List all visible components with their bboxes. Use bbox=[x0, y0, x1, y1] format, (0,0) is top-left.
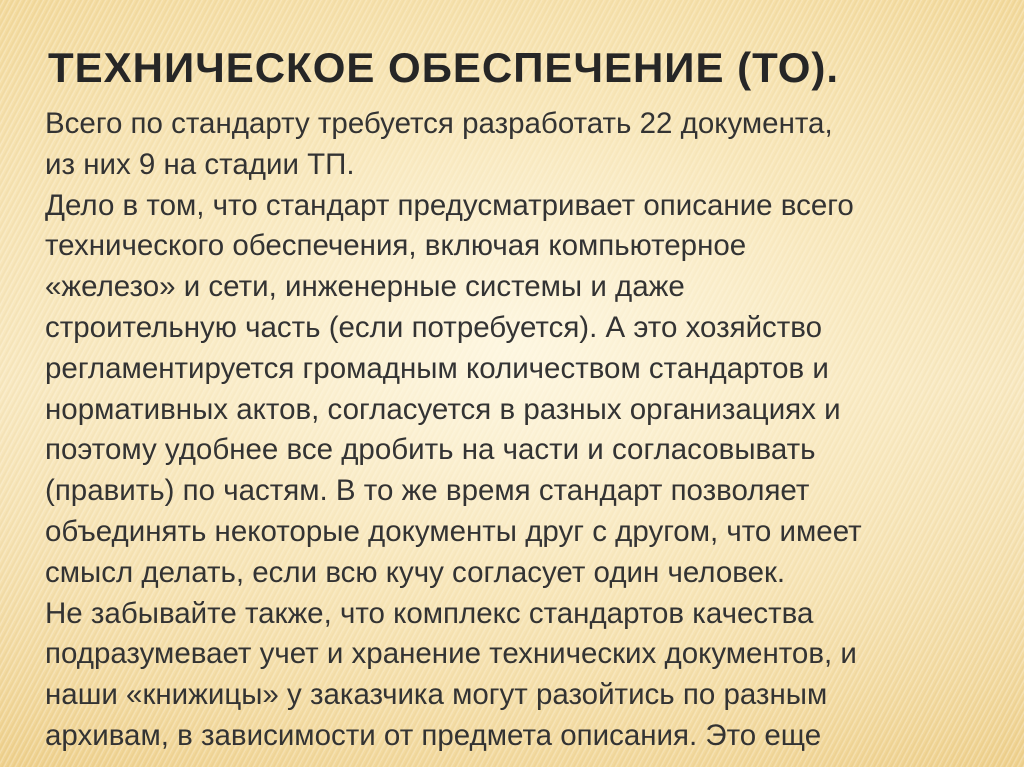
body-line: Всего по стандарту требуется разработать 22 документа, bbox=[45, 107, 833, 140]
body-line: нормативных актов, согласуется в разных организациях и bbox=[45, 392, 841, 426]
body-line: подразумевает учет и хранение технических документов, и bbox=[45, 637, 857, 671]
body-line: (править) по частям. В то же время стандарт позволяет bbox=[45, 474, 810, 508]
body-line: технического обеспечения, включая компьютерное bbox=[45, 229, 747, 263]
slide-title: ТЕХНИЧЕСКОЕ ОБЕСПЕЧЕНИЕ (ТО). bbox=[48, 44, 840, 91]
slide-body bbox=[45, 104, 1005, 757]
body-line: строительную часть (если потребуется). А это хозяйство bbox=[45, 310, 823, 344]
body-line: смысл делать, если всю кучу согласует один человек. bbox=[45, 555, 786, 589]
body-line: поэтому удобнее все дробить на части и согласовывать bbox=[45, 433, 816, 467]
body-line: Дело в том, что стандарт предусматривает описание всего bbox=[45, 188, 854, 222]
body-line: Не забывайте также, что комплекс стандартов качества bbox=[45, 596, 814, 630]
body-line: «железо» и сети, инженерные системы и даже bbox=[45, 270, 685, 304]
body-line: наши «книжицы» у заказчика могут разойтись по разным bbox=[45, 678, 828, 712]
body-line: архивам, в зависимости от предмета описания. Это еще bbox=[45, 718, 822, 752]
body-line: регламентируется громадным количеством стандартов и bbox=[45, 351, 829, 385]
body-line: объединять некоторые документы друг с другом, что имеет bbox=[45, 514, 862, 548]
body-line: из них 9 на стадии ТП. bbox=[45, 147, 355, 181]
